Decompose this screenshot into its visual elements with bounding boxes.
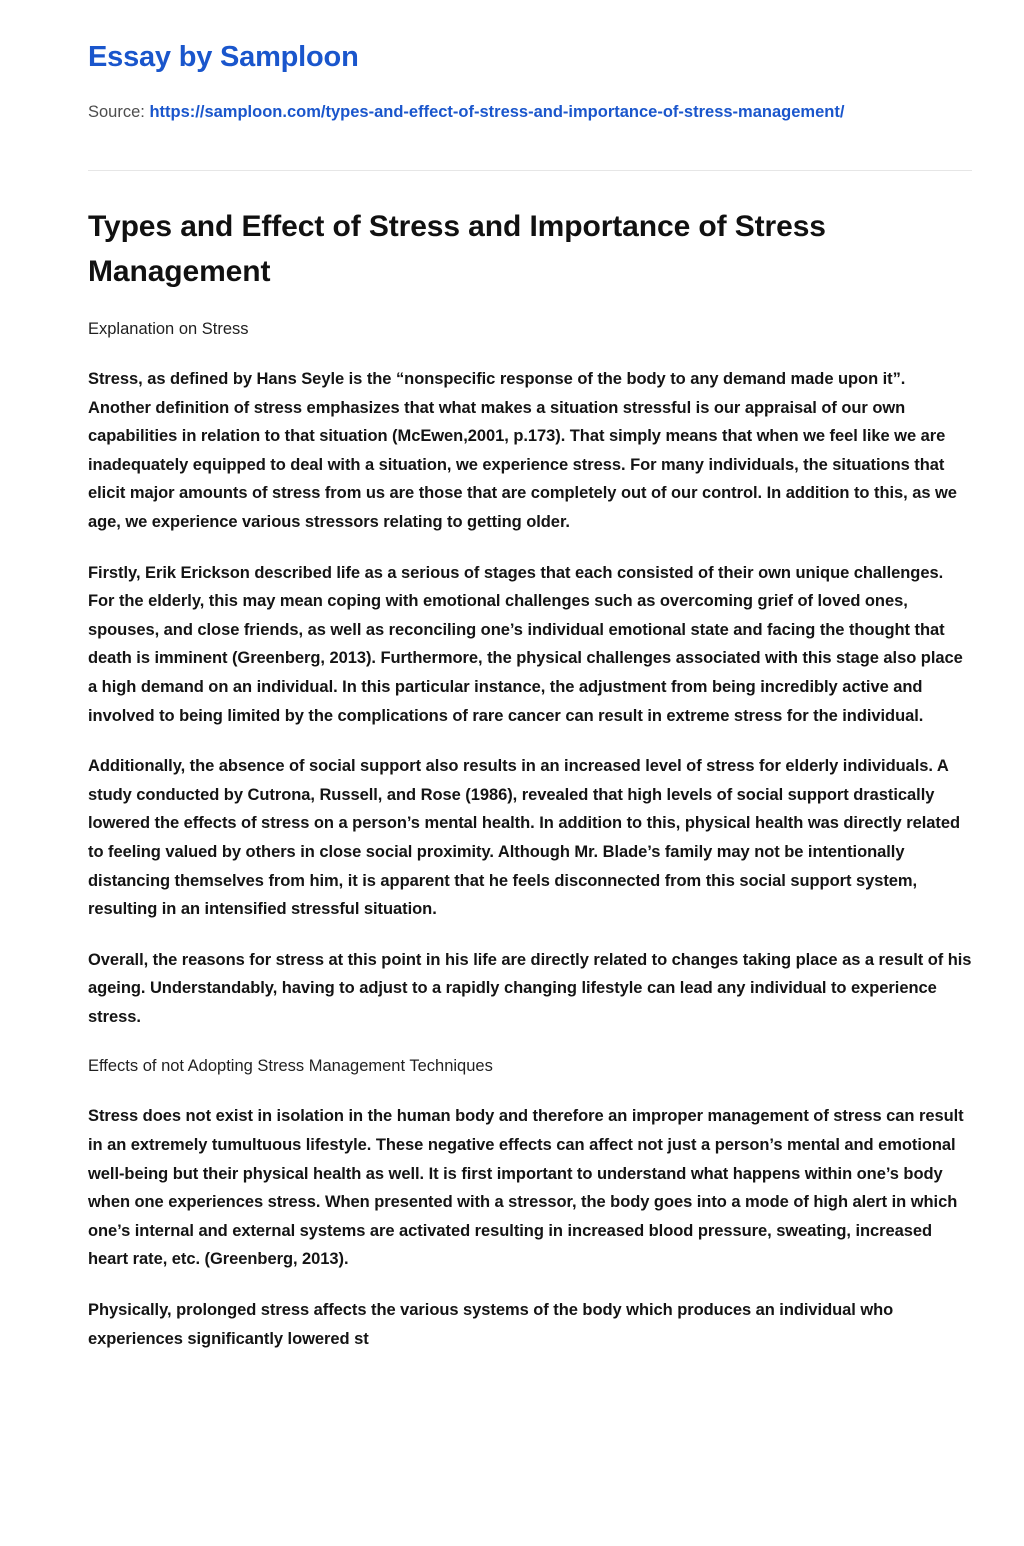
source-line xyxy=(88,76,972,127)
paragraph-overall-ageing: Overall, the reasons for stress at this point in his life are directly related to changes taking place as a result of his ageing. Understandably, having to adjust to a rapidly changing lifestyle can lead any individual to experience stress. xyxy=(88,950,972,1026)
paragraph-erikson-stages: Firstly, Erik Erickson described life as a serious of stages that each consisted of their own unique challenges. For the elderly, this may mean coping with emotional challenges such as overcoming grief of loved ones, spouses, and close friends, as well as reconciling one’s individual emotional state and facing the thought that death is imminent (Greenberg, 2013). Furthermore, the physical challenges associated with this stage also place a high demand on an individual. In this particular instance, the adjustment from being incredibly active and involved to being limited by the complications of rare cancer can result in extreme stress for the individual. xyxy=(88,563,963,725)
paragraph-social-support: Additionally, the absence of social support also results in an increased level of stress for elderly individuals. A study conducted by Cutrona, Russell, and Rose (1986), revealed that high levels of social support drastically lowered the effects of stress on a person’s mental health. In addition to this, physical health was directly related to feeling valued by others in close social proximity. Although Mr. Blade’s family may not be intentionally distancing themselves from him, it is apparent that he feels disconnected from this social support system, resulting in an intensified stressful situation. xyxy=(88,757,960,919)
paragraph-definition-of-stress: Stress, as defined by Hans Seyle is the “nonspecific response of the body to any demand made upon it”. Another definition of stress emphasizes that what makes a situation stressful is our appraisal of our own capabilities in relation to that situation (McEwen,2001, p.173). That simply means that when we feel like we are inadequately equipped to deal with a situation, we experience stress. For many individuals, the situations that elicit major amounts of stress from us are those that are completely out of our control. In addition to this, as we age, we experience various stressors relating to getting older. xyxy=(88,370,957,531)
source-url-link[interactable]: https://samploon.com/types-and-effect-of-stress-and-importance-of-stress-management/ xyxy=(149,103,845,121)
document-content xyxy=(88,0,972,127)
page-title: Types and Effect of Stress and Importance of Stress Management xyxy=(88,210,826,288)
source-label: Source: xyxy=(88,103,145,121)
paragraph-physically-prolonged-stress: Physically, prolonged stress affects the various systems of the body which produces an individual who experiences significantly lowered st xyxy=(88,1301,894,1348)
document-body xyxy=(88,170,972,1353)
paragraph-stress-not-isolation: Stress does not exist in isolation in the human body and therefore an improper management of stress can result in an extremely tumultuous lifestyle. These negative effects can affect not just a person’s mental and emotional well-being but their physical health as well. It is first important to understand what happens within one’s body when one experiences stress. When presented with a stressor, the body goes into a mode of high alert in which one’s internal and external systems are activated resulting in increased blood pressure, sweating, increased heart rate, etc. (Greenberg, 2013). xyxy=(88,1107,964,1269)
section-heading-explanation-on-stress: Explanation on Stress xyxy=(88,320,249,338)
site-title: Essay by Samploon xyxy=(88,41,359,73)
section-heading-effects-of-not-adopting: Effects of not Adopting Stress Management Techniques xyxy=(88,1057,493,1076)
